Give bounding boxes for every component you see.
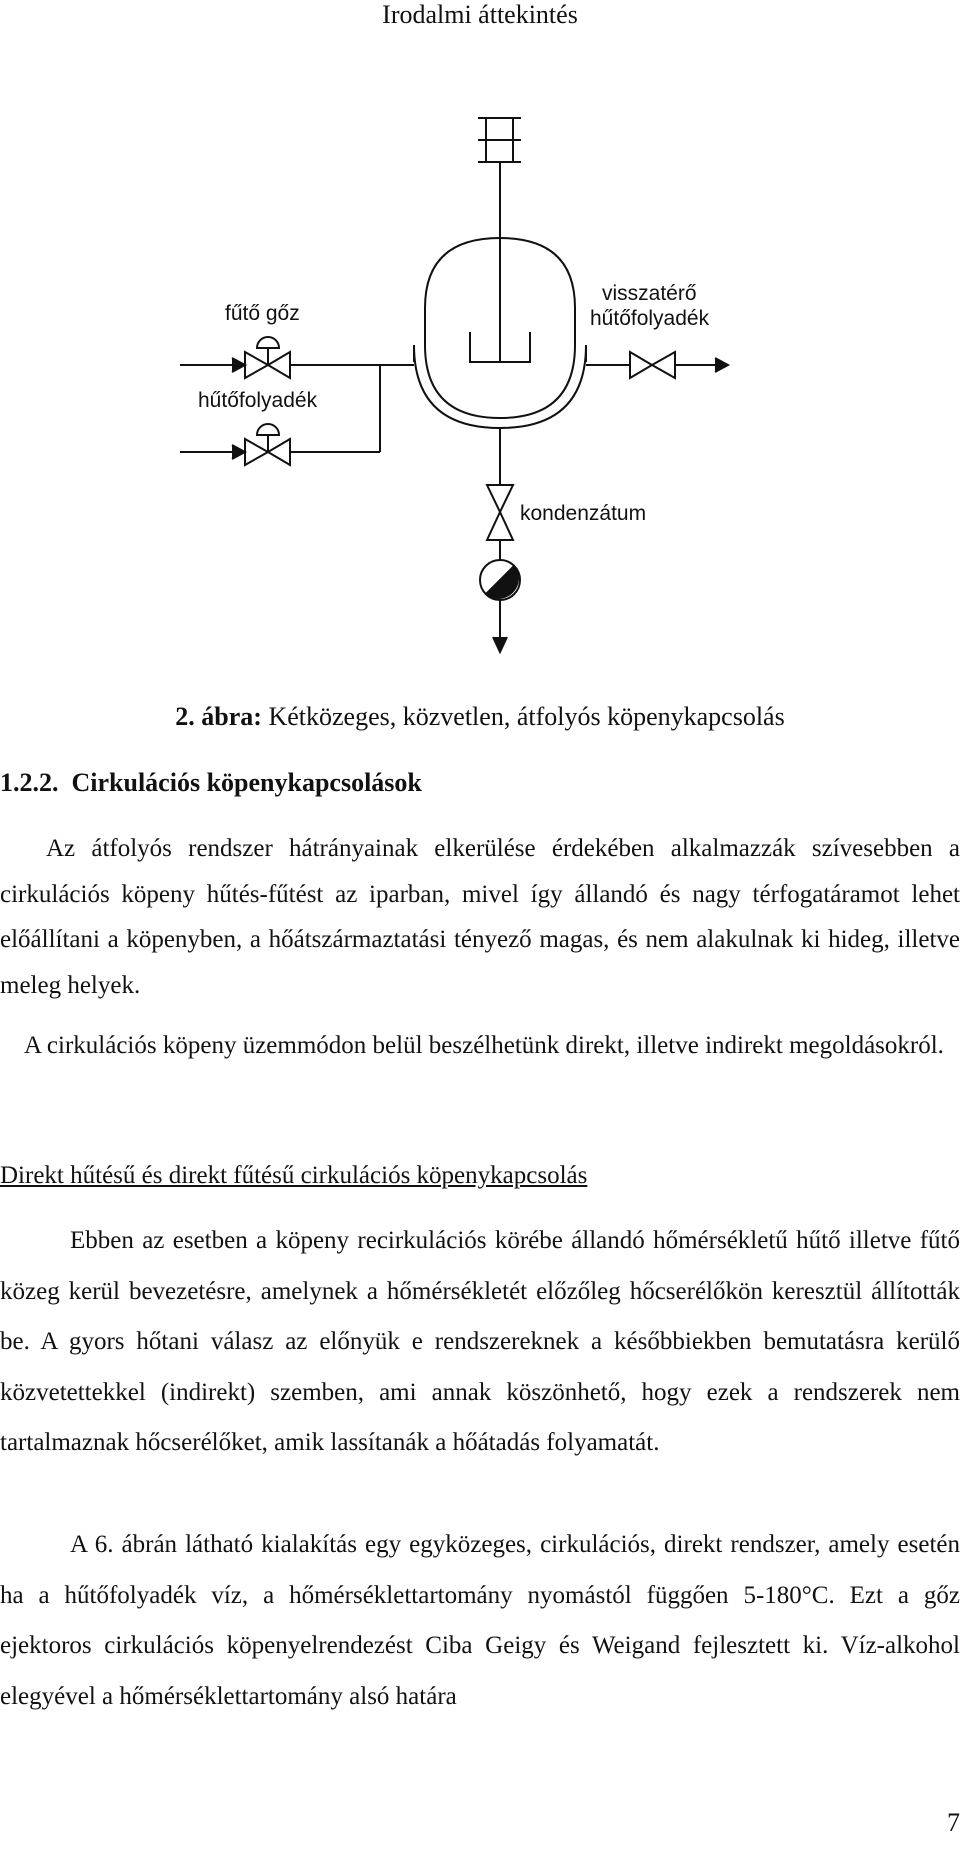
paragraph-3: Ebben az esetben a köpeny recirkulációs körébe állandó hőmérsékletű hűtő illetve fűtő közeg kerül bevezetésre, amelynek a hőmérsékletét előzőleg hőcserélőkön keresztül állították be. A gyors hőtani válasz az előnyük e rendszereknek a későbbiekben bemutatásra kerülő közvetettekkel (indirekt) szemben, ami annak köszönhető, hogy ezek a rendszerek nem tartalmaznak hőcserélőket, amik lassítanák a hőátadás folyamatát. — [0, 1227, 960, 1456]
section-title: Cirkulációs köpenykapcsolások — [71, 768, 422, 797]
label-return-line1: visszatérő — [602, 282, 697, 305]
label-return-line2: hűtőfolyadék — [590, 307, 710, 330]
paragraph-4: A 6. ábrán látható kialakítás egy egyközeges, cirkulációs, direkt rendszer, amely esetén ha a hűtőfolyadék víz, a hőmérséklettartomány nyomástól függően 5-180°C. Ezt a gőz ejektoros cirkulációs köpenyelrendezést Ciba Geigy és Weigand fejlesztett ki. Víz-alkohol elegyével a hőmérséklettartomány alsó határa — [0, 1531, 960, 1710]
label-steam: fűtő gőz — [225, 302, 300, 325]
sub-heading: Direkt hűtésű és direkt fűtésű cirkulációs köpenykapcsolás — [0, 1162, 588, 1189]
section-heading — [0, 766, 422, 800]
coolant-valve-icon — [245, 424, 290, 465]
figure-caption-text: Kétközeges, közvetlen, átfolyós köpenykapcsolás — [261, 702, 785, 731]
return-valve-icon — [630, 352, 675, 378]
steam-valve-icon — [245, 337, 290, 378]
paragraph-1: Az átfolyós rendszer hátrányainak elkerülése érdekében alkalmazzák szívesebben a cirkulációs köpeny hűtés-fűtést az iparban, mivel így állandó és nagy térfogatáramot lehet előállítani a köpenyben, a hőátszármaztatási tényező magas, és nem alakulnak ki hideg, illetve meleg helyek. — [0, 835, 960, 999]
figure-caption — [0, 700, 960, 734]
figure-caption-label: 2. ábra: — [175, 702, 262, 731]
label-coolant-in: hűtőfolyadék — [198, 389, 318, 412]
condensate-valve-icon — [487, 485, 513, 540]
label-condensate: kondenzátum — [520, 502, 647, 525]
page-number: 7 — [947, 1808, 960, 1837]
paragraph-2: A cirkulációs köpeny üzemmódon belül beszélhetünk direkt, illetve indirekt megoldásokról. — [24, 1032, 944, 1059]
jacket-diagram — [0, 0, 960, 690]
steam-trap-icon — [480, 560, 520, 600]
section-number: 1.2.2. — [0, 768, 59, 797]
page-header: Irodalmi áttekintés — [382, 0, 578, 29]
agitator-motor-icon — [478, 118, 521, 162]
